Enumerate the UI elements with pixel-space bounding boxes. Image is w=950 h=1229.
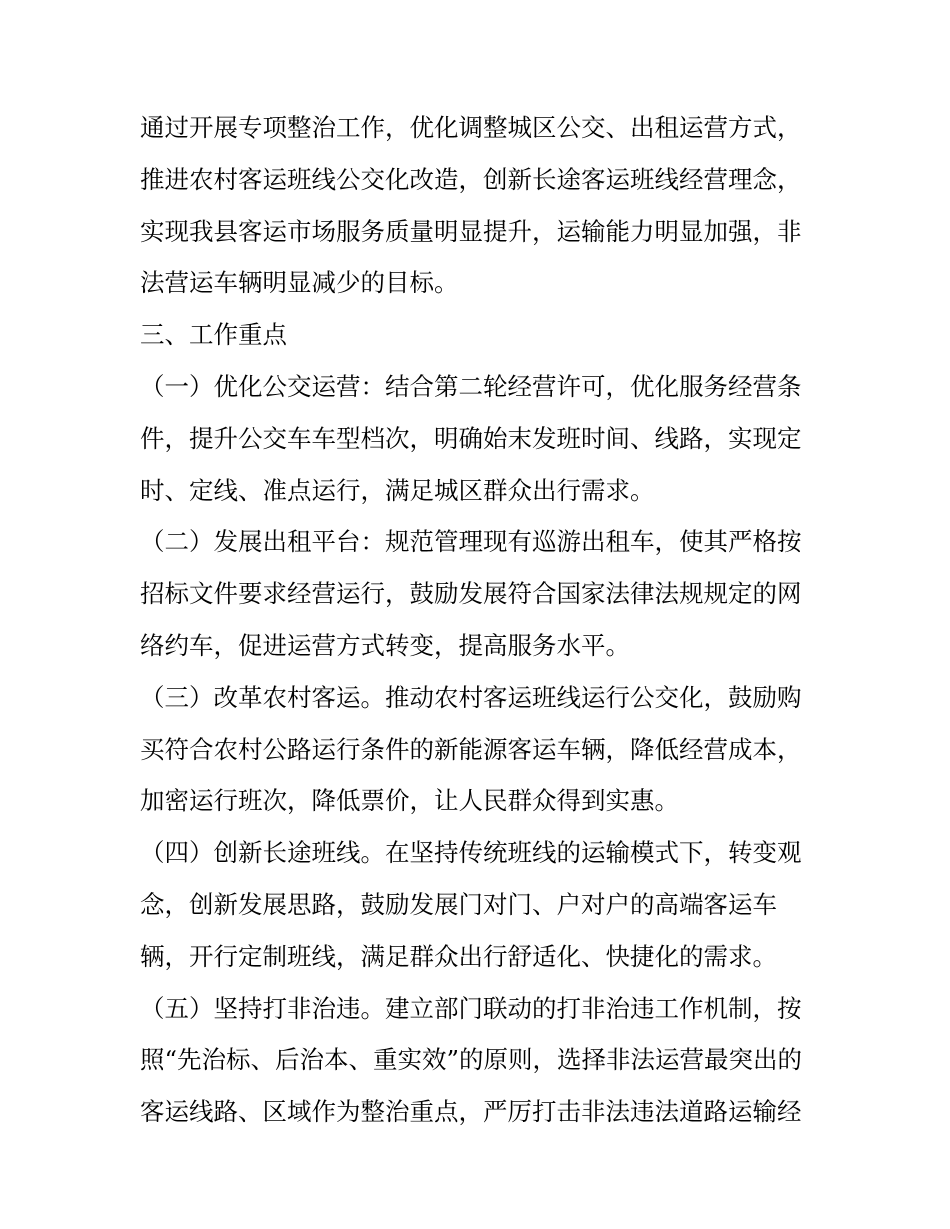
text-line: 买符合农村公路运行条件的新能源客运车辆，降低经营成本， bbox=[140, 734, 802, 764]
text-line: 照“先治标、后治本、重实效”的原则，选择非法运营最突出的 bbox=[140, 1045, 803, 1075]
text-line: 招标文件要求经营运行，鼓励发展符合国家法律法规规定的网 bbox=[140, 579, 802, 609]
text-line: 时、定线、准点运行，满足城区群众出行需求。 bbox=[140, 475, 655, 505]
text-line: 络约车，促进运营方式转变，提高服务水平。 bbox=[140, 630, 630, 660]
text-line: （三）改革农村客运。推动农村客运班线运行公交化，鼓励购 bbox=[140, 682, 802, 712]
text-line: （五）坚持打非治违。建立部门联动的打非治违工作机制，按 bbox=[140, 993, 802, 1023]
text-line: 加密运行班次，降低票价，让人民群众得到实惠。 bbox=[140, 786, 679, 816]
text-line: 客运线路、区域作为整治重点，严厉打击非法违法道路运输经 bbox=[140, 1097, 802, 1127]
text-line: （一）优化公交运营：结合第二轮经营许可，优化服务经营条 bbox=[140, 371, 802, 401]
text-line: 念，创新发展思路，鼓励发展门对门、户对户的高端客运车 bbox=[140, 889, 777, 919]
text-line: 件，提升公交车车型档次，明确始末发班时间、线路，实现定 bbox=[140, 423, 802, 453]
text-line: 辆，开行定制班线，满足群众出行舒适化、快捷化的需求。 bbox=[140, 941, 777, 971]
text-line: （四）创新长途班线。在坚持传统班线的运输模式下，转变观 bbox=[140, 838, 802, 868]
text-line: 实现我县客运市场服务质量明显提升，运输能力明显加强，非 bbox=[140, 216, 802, 246]
body-text bbox=[140, 102, 820, 1138]
text-line: （二）发展出租平台：规范管理现有巡游出租车，使其严格按 bbox=[140, 527, 802, 557]
section-heading: 三、工作重点 bbox=[140, 320, 287, 350]
text-line: 通过开展专项整治工作，优化调整城区公交、出租运营方式， bbox=[140, 113, 802, 142]
text-line: 推进农村客运班线公交化改造，创新长途客运班线经营理念， bbox=[140, 164, 802, 194]
text-line: 法营运车辆明显减少的目标。 bbox=[140, 268, 459, 298]
